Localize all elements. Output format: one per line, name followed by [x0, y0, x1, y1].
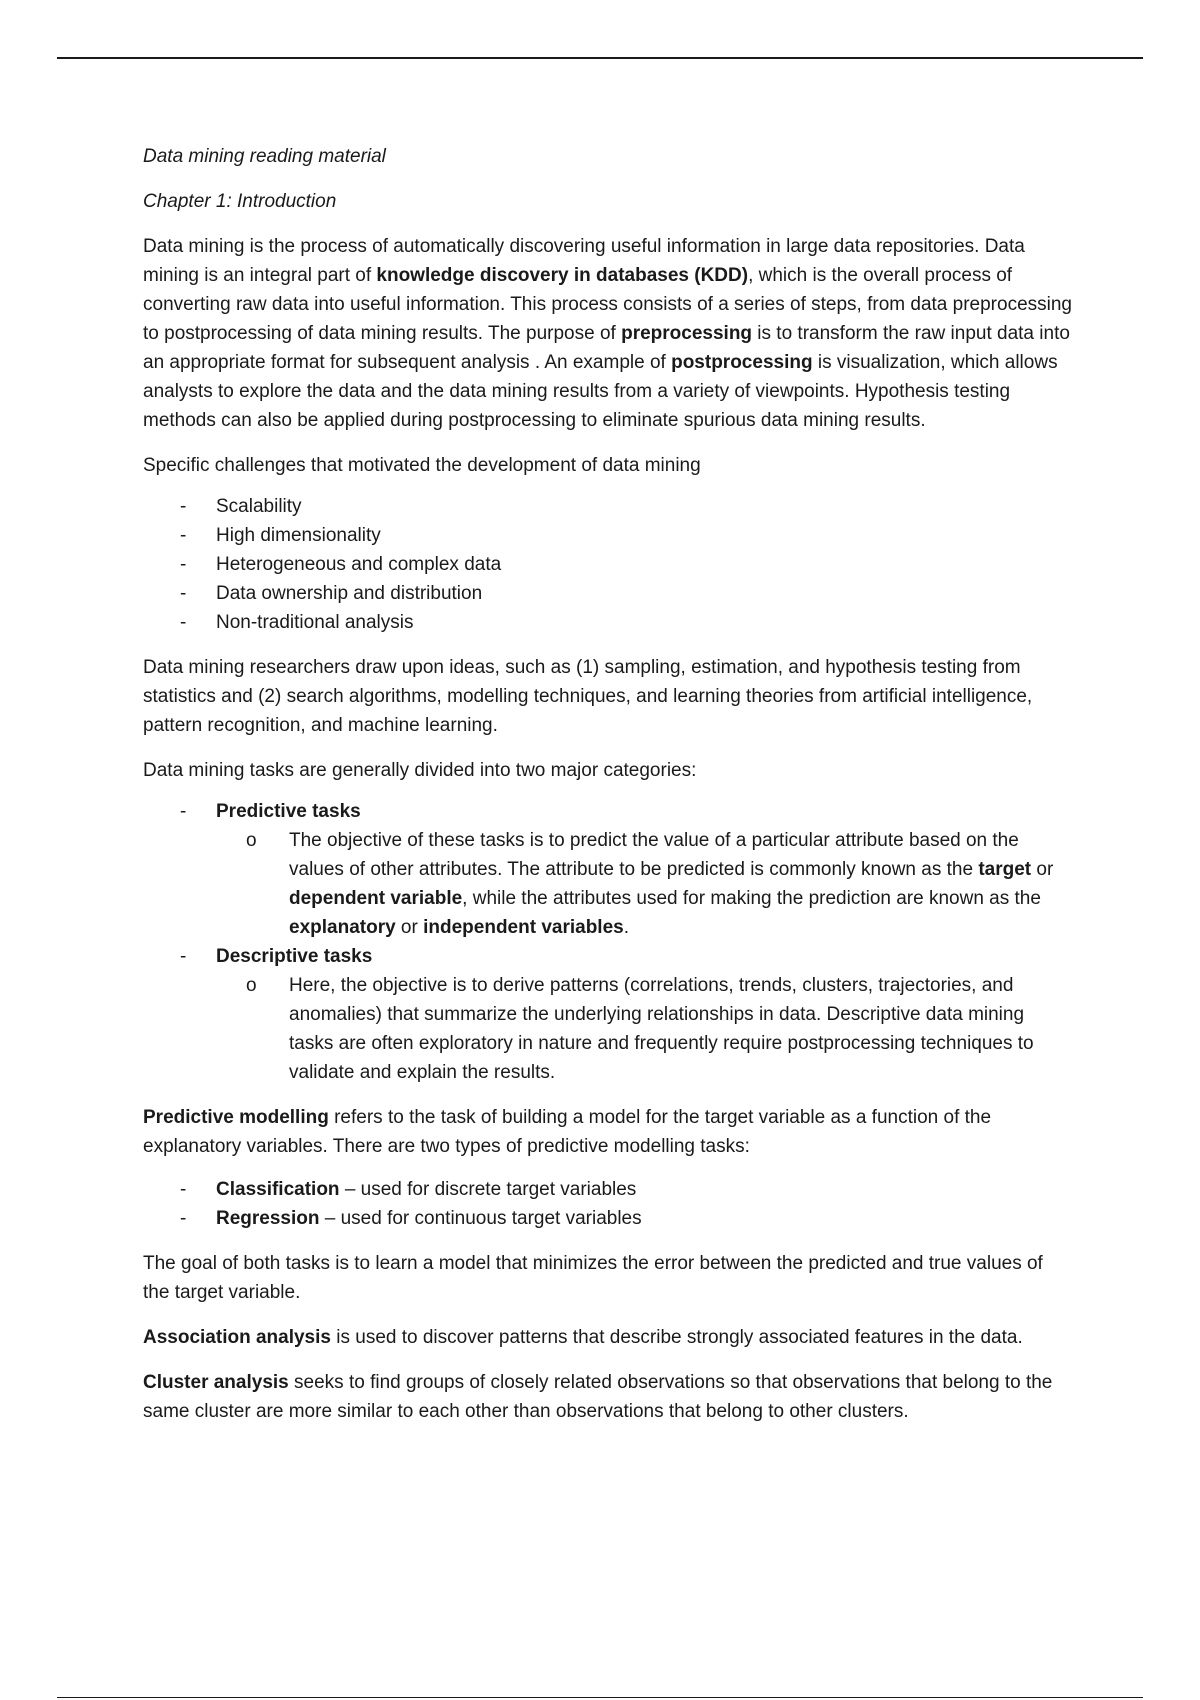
list-item-descriptive [143, 942, 1073, 1087]
dash-bullet: - [180, 1179, 187, 1200]
dash-bullet: - [180, 525, 187, 546]
dash-bullet: - [180, 801, 187, 822]
list-item [143, 1175, 1073, 1204]
predictive-modelling-term: Predictive modelling [143, 1107, 329, 1128]
independent-variables-term: independent variables [423, 917, 624, 938]
predictive-sublist [216, 826, 1073, 942]
cluster-text: seeks to find groups of closely related observations so that observations that belong to the same cluster are more similar to each other than observations that belong to other clusters. [143, 1372, 1053, 1422]
list-item [143, 492, 1073, 521]
predictive-text-2: or [1031, 859, 1054, 880]
regression-term: Regression [216, 1208, 320, 1229]
postprocessing-term: postprocessing [671, 352, 813, 373]
regression-text: – used for continuous target variables [319, 1208, 642, 1229]
header-rule [57, 57, 1143, 59]
list-item [143, 550, 1073, 579]
dash-bullet: - [180, 583, 187, 604]
association-paragraph [143, 1323, 1073, 1352]
challenge-label: High dimensionality [216, 525, 381, 546]
dependent-variable-term: dependent variable [289, 888, 463, 909]
ideas-paragraph: Data mining researchers draw upon ideas, such as (1) sampling, estimation, and hypothesis testing from statistics and (2) search algorithms, modelling techniques, and learning theories from artificial intelligence, pattern recognition, and machine learning. [143, 657, 1033, 736]
classification-term: Classification [216, 1179, 340, 1200]
predictive-text-5: . [623, 917, 630, 938]
association-term: Association analysis [143, 1327, 331, 1348]
sublist-item [216, 826, 1073, 942]
dash-bullet: - [180, 612, 187, 633]
intro-text-1: Data mining is the process of automatically discovering useful information in large data repositories. Data mining is an integral part of [143, 236, 1025, 286]
association-text: is used to discover patterns that describe strongly associated features in the data. [330, 1327, 1023, 1348]
sublist-item [216, 971, 1073, 1087]
predictive-text-4: or [395, 917, 424, 938]
chapter-heading: Chapter 1: Introduction [143, 191, 337, 212]
goal-paragraph: The goal of both tasks is to learn a model that minimizes the error between the predicted and true values of the target variable. [143, 1253, 1043, 1303]
document-body [143, 142, 1073, 1442]
predictive-text-3: , while the attributes used for making the prediction are known as the [462, 888, 1041, 909]
footer-rule [57, 1697, 1143, 1698]
explanatory-term: explanatory [289, 917, 396, 938]
descriptive-text: Here, the objective is to derive patterns (correlations, trends, clusters, trajectories, and anomalies) that summarize the underlying relationships in data. Descriptive data mining tasks are often exploratory in nature and frequently require postprocessing techniques to validate and explain the results. [289, 975, 1034, 1083]
classification-text: – used for discrete target variables [339, 1179, 637, 1200]
challenges-heading: Specific challenges that motivated the development of data mining [143, 455, 701, 476]
cluster-paragraph [143, 1368, 1073, 1426]
descriptive-sublist [216, 971, 1073, 1087]
intro-text-2: , which is the overall process of converting raw data into useful information. This process consists of a series of steps, from data preprocessing to postprocessing of data mining results. The purpose of [143, 265, 1072, 344]
document-title: Data mining reading material [143, 146, 386, 167]
list-item [143, 521, 1073, 550]
cluster-term: Cluster analysis [143, 1372, 289, 1393]
dash-bullet: - [180, 1208, 187, 1229]
modelling-text: refers to the task of building a model for the target variable as a function of the explanatory variables. There are two types of predictive modelling tasks: [143, 1107, 992, 1157]
kdd-term: knowledge discovery in databases (KDD) [376, 265, 749, 286]
challenge-label: Scalability [216, 496, 302, 517]
list-item [143, 579, 1073, 608]
list-item-predictive [143, 797, 1073, 942]
challenge-label: Heterogeneous and complex data [216, 554, 502, 575]
challenge-label: Non-traditional analysis [216, 612, 414, 633]
challenge-label: Data ownership and distribution [216, 583, 483, 604]
challenges-list [143, 492, 1073, 637]
intro-text-4: is visualization, which allows analysts to explore the data and the data mining results from a variety of viewpoints. Hypothesis testing methods can also be applied during postprocessing to eliminate spurious data mining results. [143, 352, 1058, 431]
predictive-text-1: The objective of these tasks is to predict the value of a particular attribute based on the values of other attributes. The attribute to be predicted is commonly known as the [289, 830, 1019, 880]
target-term: target [978, 859, 1032, 880]
predictive-tasks-title: Predictive tasks [216, 801, 361, 822]
intro-paragraph [143, 232, 1073, 435]
modelling-paragraph [143, 1103, 1073, 1161]
list-item [143, 1204, 1073, 1233]
dash-bullet: - [180, 554, 187, 575]
model-types-list [143, 1175, 1073, 1233]
dash-bullet: - [180, 496, 187, 517]
circle-bullet: o [246, 975, 257, 996]
tasks-list [143, 797, 1073, 1087]
circle-bullet: o [246, 830, 257, 851]
preprocessing-term: preprocessing [621, 323, 753, 344]
tasks-heading: Data mining tasks are generally divided into two major categories: [143, 760, 697, 781]
list-item [143, 608, 1073, 637]
descriptive-tasks-title: Descriptive tasks [216, 946, 373, 967]
intro-text-3: is to transform the raw input data into an appropriate format for subsequent analysis . An example of [143, 323, 1070, 373]
dash-bullet: - [180, 946, 187, 967]
